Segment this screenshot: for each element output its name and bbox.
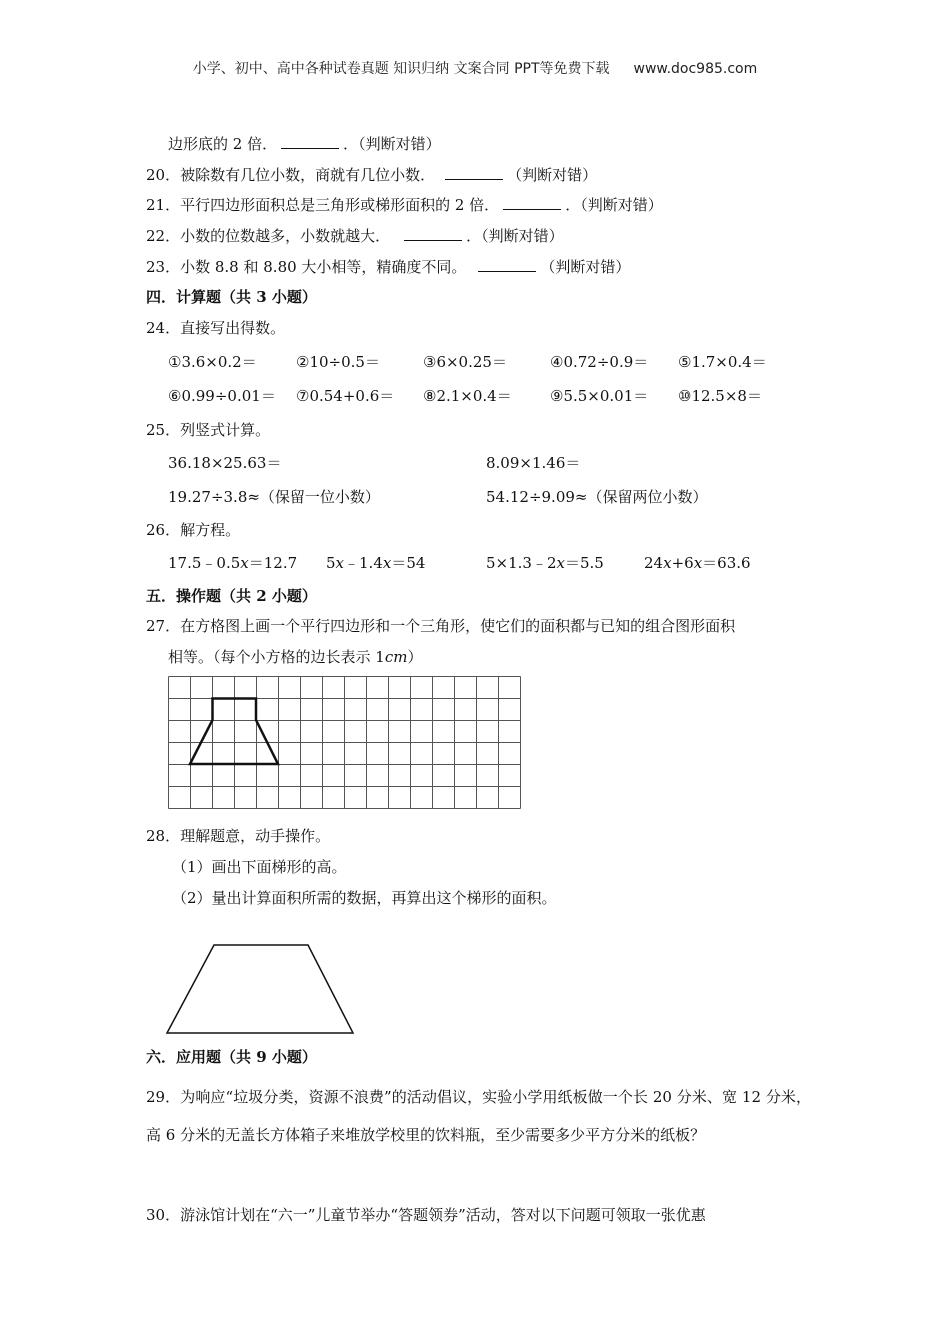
section-4-title: 四．计算题（共 3 小题） [146, 288, 317, 306]
page-header [0, 58, 950, 78]
question-text: 被除数有几位小数，商就有几位小数． [180, 166, 436, 184]
q28-sub1: （1）画出下面梯形的高。 [172, 858, 347, 876]
answer-blank[interactable] [404, 227, 462, 241]
trapezoid-shape [167, 945, 353, 1033]
calc-item: ⑧2.1×0.4＝ [423, 387, 512, 405]
question-text: 为响应“垃圾分类，资源不浪费”的活动倡议，实验小学用纸板做一个长 20 分米、宽 12 分米，高 6 分米的无盖长方体箱子来堆放学校里的饮料瓶，至少需要多少平方分米的纸板？ [146, 1088, 811, 1144]
question-22 [146, 225, 564, 246]
calc-item: ⑩12.5×8＝ [678, 387, 762, 405]
header-url[interactable]: www.doc985.com [633, 61, 758, 77]
vertical-calc-item: 8.09×1.46＝ [486, 454, 581, 472]
q19-tail [168, 133, 441, 154]
question-text: 平行四边形面积总是三角形或梯形面积的 2 倍． [180, 196, 500, 214]
question-number: 29． [146, 1088, 181, 1106]
question-text: 列竖式计算。 [180, 421, 271, 439]
question-text: 游泳馆计划在“六一”儿童节举办“答题领券”活动，答对以下问题可领取一张优惠 [180, 1206, 706, 1224]
question-suffix: （判断对错） [540, 258, 631, 276]
question-28 [146, 825, 330, 846]
q19-text: 边形底的 2 倍． [168, 135, 278, 153]
vertical-calc-item: 19.27÷3.8≈（保留一位小数） [168, 488, 380, 506]
calc-item: ⑦0.54+0.6＝ [296, 387, 395, 405]
equation-4: 24x+6x＝63.6 [644, 554, 751, 572]
section-5-title: 五．操作题（共 2 小题） [146, 587, 317, 605]
trapezoid-figure [160, 935, 360, 1039]
question-29 [146, 1078, 811, 1154]
question-text: 在方格图上画一个平行四边形和一个三角形，使它们的面积都与已知的组合图形面积 [180, 617, 736, 635]
answer-blank[interactable] [503, 196, 561, 210]
vertical-calc-item: 36.18×25.63＝ [168, 454, 282, 472]
question-suffix: （判断对错） [507, 166, 598, 184]
question-number: 30． [146, 1206, 181, 1224]
question-number: 21． [146, 196, 181, 214]
question-24 [146, 317, 285, 338]
unit-cm: cm [384, 648, 408, 666]
calc-item: ⑤1.7×0.4＝ [678, 353, 767, 371]
answer-blank[interactable] [478, 258, 536, 272]
question-27-line1 [146, 615, 735, 636]
question-25 [146, 419, 270, 440]
question-number: 27． [146, 617, 181, 635]
equation-1: 17.5﹣0.5x＝12.7 [168, 554, 298, 572]
question-suffix: ．（判断对错） [565, 196, 663, 214]
question-number: 22． [146, 227, 181, 245]
question-23 [146, 256, 630, 277]
answer-blank[interactable] [281, 135, 339, 149]
question-26 [146, 519, 240, 540]
calc-item: ③6×0.25＝ [423, 353, 507, 371]
question-suffix: ．（判断对错） [466, 227, 564, 245]
equation-2: 5x﹣1.4x＝54 [326, 554, 426, 572]
q19-suffix: ．（判断对错） [343, 135, 441, 153]
question-30 [146, 1196, 811, 1234]
q28-sub2: （2）量出计算面积所需的数据，再算出这个梯形的面积。 [172, 889, 557, 907]
question-text: 小数 8.8 和 8.80 大小相等，精确度不同。 [180, 258, 467, 276]
calc-item: ⑥0.99÷0.01＝ [168, 387, 276, 405]
calc-item: ①3.6×0.2＝ [168, 353, 257, 371]
question-number: 25． [146, 421, 181, 439]
calc-item: ④0.72÷0.9＝ [550, 353, 649, 371]
question-21 [146, 194, 663, 215]
question-text: 理解题意，动手操作。 [180, 827, 331, 845]
question-text: 直接写出得数。 [180, 319, 286, 337]
question-text: 小数的位数越多，小数就越大． [180, 227, 391, 245]
section-6-title: 六．应用题（共 9 小题） [146, 1048, 317, 1066]
grid-figure [168, 676, 522, 810]
question-number: 23． [146, 258, 181, 276]
vertical-calc-item: 54.12÷9.09≈（保留两位小数） [486, 488, 708, 506]
question-text: 解方程。 [180, 521, 241, 539]
equation-3: 5×1.3﹣2x＝5.5 [486, 554, 604, 572]
question-27-line2: 相等。（每个小方格的边长表示 1cm） [168, 648, 423, 666]
question-number: 24． [146, 319, 181, 337]
calc-item: ②10÷0.5＝ [296, 353, 380, 371]
question-20 [146, 164, 597, 185]
question-number: 20． [146, 166, 181, 184]
header-text: 小学、初中、高中各种试卷真题 知识归纳 文案合同 PPT等免费下载 [192, 61, 610, 77]
question-number: 28． [146, 827, 181, 845]
question-number: 26． [146, 521, 181, 539]
answer-blank[interactable] [445, 166, 503, 180]
calc-item: ⑨5.5×0.01＝ [550, 387, 649, 405]
